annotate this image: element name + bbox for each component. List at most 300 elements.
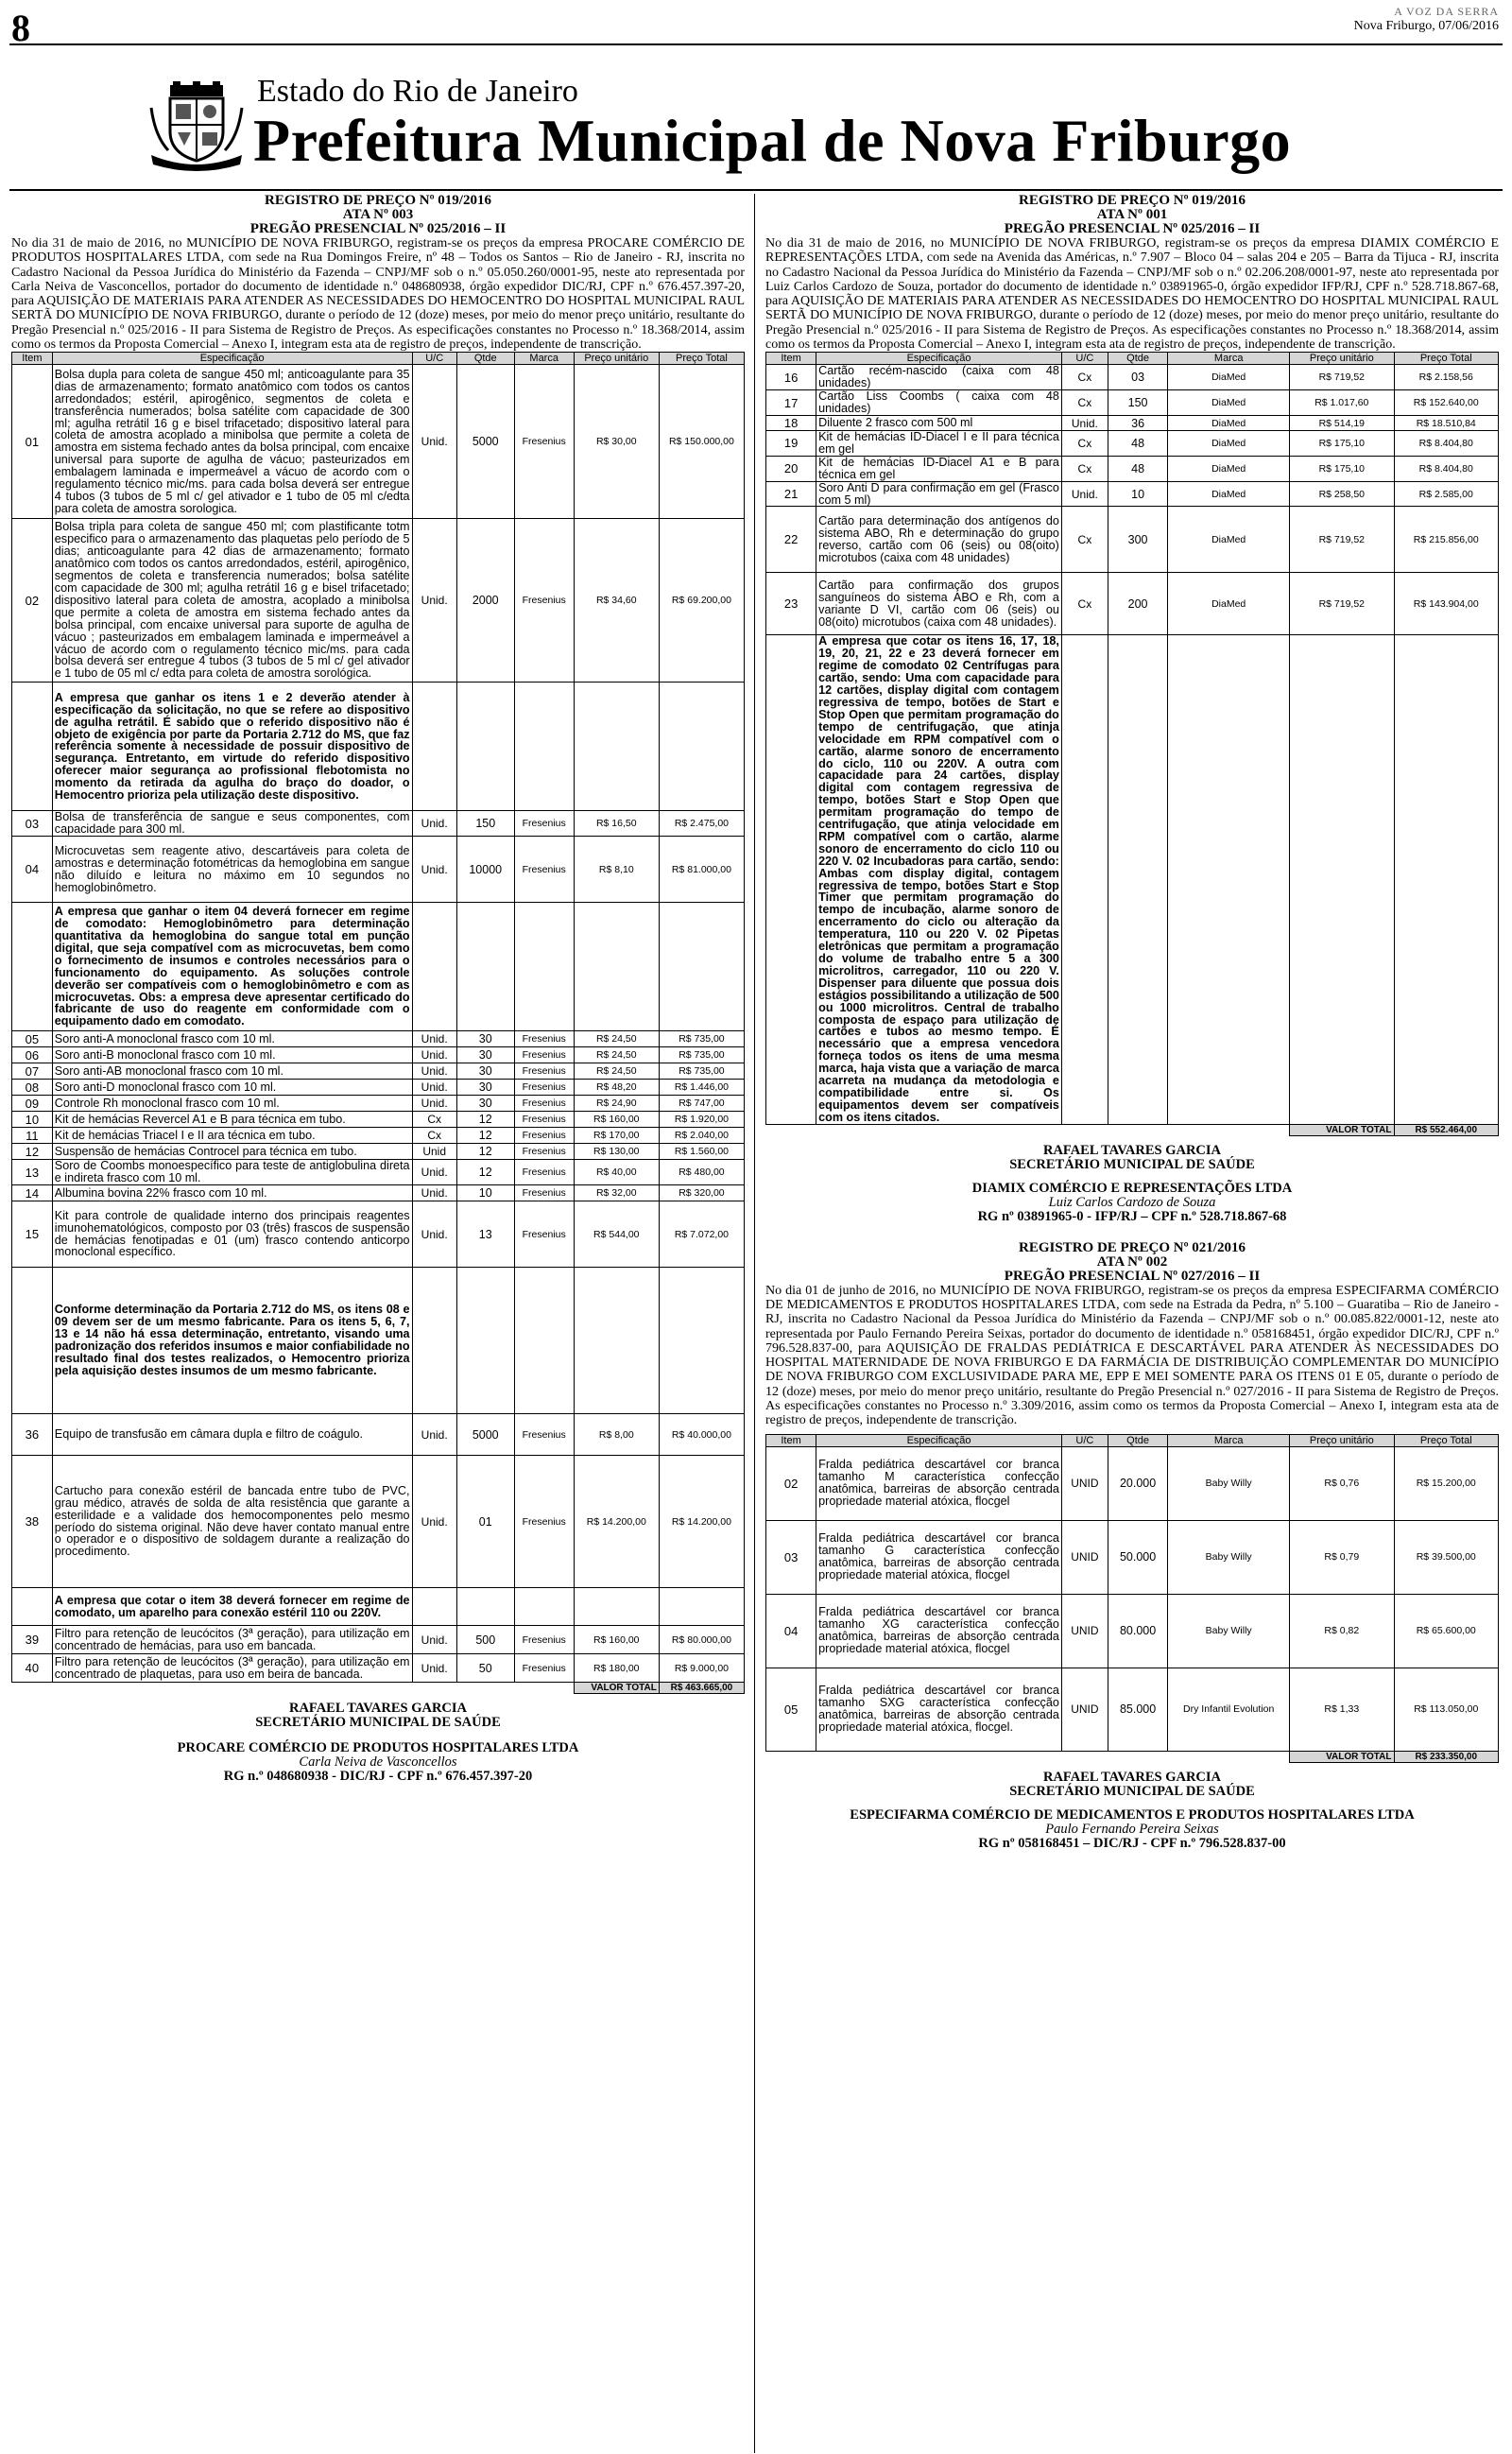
brand-cell: Baby Willy (1168, 1594, 1290, 1668)
representative: Paulo Fernando Pereira Seixas (1045, 1821, 1219, 1837)
total-price-cell: R$ 150.000,00 (659, 365, 744, 519)
signer-role: SECRETÁRIO MUNICIPAL DE SAÚDE (1009, 1783, 1255, 1799)
uc-cell: Unid. (412, 1414, 456, 1456)
unit-price-cell: R$ 514,19 (1290, 416, 1394, 431)
total-price-cell: R$ 15.200,00 (1394, 1446, 1498, 1520)
unit-price-cell (1290, 635, 1394, 1124)
item-cell: 19 (766, 431, 816, 457)
spec-cell: Filtro para retenção de leucócitos (3ª geração), para utilização em concentrado de plaquetas, para uso em beira de bancada. (52, 1654, 412, 1683)
total-price-cell: R$ 1.920,00 (659, 1112, 744, 1128)
unit-price-cell: R$ 130,00 (574, 1144, 659, 1160)
brand-cell: Baby Willy (1168, 1446, 1290, 1520)
price-table (765, 352, 1499, 1135)
brand-cell: Fresenius (514, 1144, 574, 1160)
qty-cell: 12 (456, 1112, 514, 1128)
brand-cell: Fresenius (514, 1626, 574, 1654)
col-unit-price: Preço unitário (574, 353, 659, 365)
representative: Carla Neiva de Vasconcellos (299, 1754, 457, 1770)
item-cell: 03 (766, 1520, 816, 1594)
price-table (11, 352, 745, 1694)
table-row (766, 416, 1499, 431)
uc-cell: Unid. (412, 1185, 456, 1201)
item-cell: 39 (12, 1626, 53, 1654)
brand-cell: DiaMed (1168, 573, 1290, 635)
spec-cell: Conforme determinação da Portaria 2.712 do MS, os itens 08 e 09 devem ser de um mesmo fabricante. Para os itens 5, 6, 7, 13 e 14 não há essa determinação, entretanto, visando uma padronização dos referidos insumos e maior confiabilidade no resultado final dos testes realizados, o Hemocentro prioriza pela aquisição destes insumos de um mesmo fabricante. (52, 1268, 412, 1414)
qty-cell: 30 (456, 1063, 514, 1080)
total-price-cell: R$ 18.510,84 (1394, 416, 1498, 431)
table-row (766, 1668, 1499, 1751)
item-cell (766, 635, 816, 1124)
qty-cell: 30 (456, 1031, 514, 1047)
col-uc: U/C (412, 353, 456, 365)
col-item: Item (766, 353, 816, 365)
brand-cell: Fresenius (514, 1063, 574, 1080)
signer-name: RAFAEL TAVARES GARCIA (288, 1701, 467, 1716)
uc-cell: Unid (412, 1144, 456, 1160)
qty-cell: 30 (456, 1080, 514, 1096)
spec-cell: Equipo de transfusão em câmara dupla e filtro de coágulo. (52, 1414, 412, 1456)
table-row (766, 390, 1499, 416)
total-price-cell: R$ 320,00 (659, 1185, 744, 1201)
item-cell: 05 (766, 1668, 816, 1751)
unit-price-cell: R$ 30,00 (574, 365, 659, 519)
total-price-cell: R$ 8.404,80 (1394, 431, 1498, 457)
table-row (766, 1520, 1499, 1594)
qty-cell: 150 (1108, 390, 1167, 416)
unit-price-cell (574, 683, 659, 811)
spec-cell: Kit de hemácias Triacel I e II ara técnica em tubo. (52, 1128, 412, 1144)
unit-price-cell: R$ 8,00 (574, 1414, 659, 1456)
note-row (766, 635, 1499, 1124)
table-row (12, 519, 745, 683)
col-brand: Marca (1168, 353, 1290, 365)
unit-price-cell: R$ 14.200,00 (574, 1456, 659, 1588)
qty-cell: 30 (456, 1047, 514, 1063)
item-cell: 16 (766, 365, 816, 390)
unit-price-cell: R$ 24,50 (574, 1031, 659, 1047)
total-price-cell: R$ 8.404,80 (1394, 456, 1498, 481)
table-header-row (766, 353, 1499, 365)
col-unit-price: Preço unitário (1290, 353, 1394, 365)
intro-paragraph-2: No dia 01 de junho de 2016, no MUNICÍPIO DE NOVA FRIBURGO, registram-se os preços da empresa ESPECIFARMA COMÉRCIO DE MEDICAMENTOS E PRODUTOS HOSPITALARES LTDA, com sede na Estrada da Pedra, nº 5.100 – Guaratiba – Rio de Janeiro - RJ, inscrita no Cadastro Nacional da Pessoa Jurídica do Ministério da Fazenda – CNPJ/MF sob o n.º 00.085.822/0001-12, neste ato representada por Paulo Fernando Pereira Seixas, portador do documento de identidade n.º 058168451, órgão expedidor DIC/RJ, CPF n.º 796.528.837-00, para AQUISIÇÃO DE FRALDAS PEDIÁTRICA E DESCARTÁVEL PARA ATENDER ÀS NECESSIDADES DO HOSPITAL MATERNIDADE DE NOVA FRIBURGO E DA FARMÁCIA DE DISTRIBUIÇÃO COMPLEMENTAR DO MUNICÍPIO DE NOVA FRIBURGO COM EXCLUSIVIDADE PARA ME, EPP E MEI SOMENTE PARA OS ITENS 01 E 05, durante o período de 12 (doze) meses, por meio do menor preço unitário, resultante do Pregão Presencial n.º 027/2016 - II para Sistema de Registro de Preços. As especificações constantes no Processo n.º 3.309/2016, assim como os termos da Proposta Comercial – Anexo I, integram esta ata de registro de preços, independente de transcrição. (765, 1283, 1499, 1428)
company-name: ESPECIFARMA COMÉRCIO DE MEDICAMENTOS E PRODUTOS HOSPITALARES LTDA (850, 1806, 1415, 1823)
page-number: 8 (11, 7, 30, 49)
total-price-cell: R$ 80.000,00 (659, 1626, 744, 1654)
total-row (12, 1683, 745, 1694)
table-row (766, 1594, 1499, 1668)
header-rule (9, 189, 1503, 191)
uc-cell: Unid. (412, 1080, 456, 1096)
uc-cell: Unid. (412, 1654, 456, 1683)
item-cell: 03 (12, 811, 53, 837)
total-price-cell: R$ 14.200,00 (659, 1456, 744, 1588)
brand-cell: DiaMed (1168, 365, 1290, 390)
unit-price-cell: R$ 0,79 (1290, 1520, 1394, 1594)
qty-cell: 36 (1108, 416, 1167, 431)
qty-cell: 10000 (456, 837, 514, 903)
col-spec: Especificação (816, 353, 1062, 365)
table-row (12, 365, 745, 519)
spec-cell: Albumina bovina 22% frasco com 10 ml. (52, 1185, 412, 1201)
item-cell: 05 (12, 1031, 53, 1047)
col-qty: Qtde (1108, 353, 1167, 365)
unit-price-cell: R$ 160,00 (574, 1626, 659, 1654)
uc-cell: Cx (1061, 431, 1108, 457)
table-row (12, 1031, 745, 1047)
uc-cell: UNID (1061, 1520, 1108, 1594)
table-row (766, 507, 1499, 573)
uc-cell: Unid. (412, 1096, 456, 1112)
spec-cell: Fralda pediátrica descartável cor branca tamanho SXG característica confecção anatômica, barreiras de absorção centrada propriedade material atóxica, flocgel. (816, 1668, 1062, 1751)
total-price-cell: R$ 113.050,00 (1394, 1668, 1498, 1751)
newspaper-name: A VOZ DA SERRA (1394, 5, 1499, 18)
uc-cell: UNID (1061, 1594, 1108, 1668)
table-row (766, 573, 1499, 635)
item-cell: 40 (12, 1654, 53, 1683)
total-price-cell (659, 683, 744, 811)
item-cell: 02 (766, 1446, 816, 1520)
brand-cell: Fresenius (514, 365, 574, 519)
brand-cell: DiaMed (1168, 481, 1290, 507)
spec-cell: A empresa que cotar os itens 16, 17, 18, 19, 20, 21, 22 e 23 deverá fornecer em regime de comodato 02 Centrífugas para cartão, sendo: Uma com capacidade para 12 cartões, display digital com contagem regressiva de tempo, botões de Start e Stop Open que permitam programação do tempo de centrifugação, que atinja velocidade em RPM compatível com o cartão, alarme sonoro de encerramento do ciclo, 110 ou 220V. A outra com capacidade para 24 cartões, display digital com contagem regressiva de tempo, botões Start e Stop Open que permitam programação do tempo de centrifugação, que atinja velocidade em RPM compatível com o cartão, alarme sonoro de encerramento do ciclo 110 ou 220 V. 02 Incubadoras para cartão, sendo: Ambas com display digital, contagem regressiva de tempo, botões Start e Stop Timer que permitam programação do tempo de incubação, alarme sonoro de encerramento do ciclo ou alteração da temperatura, 110 ou 220 V. 02 Pipetas eletrônicas que permitam a programação do volume de trabalho entre 5 a 300 microlitros, carregador, 110 ou 220 V. Dispenser para diluente que possua dois estágios possibilitando a utilização de 500 ou 1000 microlitros. Central de trabalho composta de espaço para utilização de cartões e tubos ao mesmo tempo. É necessário que a empresa vencedora forneça todos os itens de uma mesma marca, haja vista que a variação de marca acarreta na mudança da metodologia e compatibilidade entre si. Os equipamentos devem ser compatíveis com os itens citados. (816, 635, 1062, 1124)
total-price-cell (659, 1268, 744, 1414)
table-row (12, 1144, 745, 1160)
left-column (11, 194, 745, 1784)
total-price-cell: R$ 735,00 (659, 1047, 744, 1063)
note-row (12, 903, 745, 1031)
item-cell (12, 903, 53, 1031)
table-row (12, 1112, 745, 1128)
signer-name: RAFAEL TAVARES GARCIA (1042, 1142, 1221, 1158)
item-cell (12, 1588, 53, 1626)
uc-cell: Unid. (412, 837, 456, 903)
unit-price-cell: R$ 0,76 (1290, 1446, 1394, 1520)
right-column (765, 194, 1499, 1851)
item-cell: 11 (12, 1128, 53, 1144)
col-brand: Marca (514, 353, 574, 365)
table-header-row (12, 353, 745, 365)
qty-cell: 13 (456, 1201, 514, 1268)
uc-cell (412, 1588, 456, 1626)
table-row (766, 1446, 1499, 1520)
brand-cell: Fresenius (514, 1128, 574, 1144)
heading-registro: REGISTRO DE PREÇO Nº 019/2016 (1019, 193, 1246, 208)
item-cell: 17 (766, 390, 816, 416)
item-cell: 21 (766, 481, 816, 507)
spec-cell: Fralda pediátrica descartável cor branca tamanho G característica confecção anatômica, barreiras de absorção centrada propriedade material atóxica, flocgel (816, 1520, 1062, 1594)
qty-cell: 12 (456, 1128, 514, 1144)
spec-cell: Bolsa de transferência de sangue e seus componentes, com capacidade para 300 ml. (52, 811, 412, 837)
total-value: R$ 233.350,00 (1394, 1751, 1498, 1762)
brand-cell (514, 1588, 574, 1626)
col-item: Item (12, 353, 53, 365)
unit-price-cell: R$ 8,10 (574, 837, 659, 903)
table-row (12, 1080, 745, 1096)
coat-of-arms-logo (149, 79, 244, 174)
col-spec: Especificação (52, 353, 412, 365)
spec-cell: Bolsa dupla para coleta de sangue 450 ml; anticoagulante para 35 dias de armazenamento; formato anatômico com todos os cantos arredondados; estéril, apirogênico, segmentos de coleta e transferência numerados; bolsa satélite com capacidade de 300 ml; agulha retrátil 16 g e bisel trifacetado; dispositivo lateral para coleta de amostra acoplado a minibolsa que permite a coleta de amostra em sistema fechado antes da bolsa principal, com encaixe universal para suporte de agulha de vácuo; pasteurizados em embalagem laminada e impermeável a vácuo de acordo com o regulamento técnico mic/ms. para cada bolsa deverá ser entregue 4 tubos (3 tubos de 5 ml c/ gel ativador e 1 tubo de 05 ml c/edta para coleta de amostra sorologica. (52, 365, 412, 519)
total-label: VALOR TOTAL (1290, 1751, 1394, 1762)
spec-cell: A empresa que ganhar o item 04 deverá fornecer em regime de comodato: Hemoglobinômetro para determinação quantitativa da hemoglobina do sangue total em punção digital, que seja compatível com as microcuvetas, bem como o fornecimento de insumos e controles necessários para o funcionamento do equipamento. As soluções controle deverão ser compatíveis com o hemoglobinômetro e com as microcuvetas. Obs: a empresa deve apresentar certificado do fabricante de uso do reagente em conformidade com o equipamento dado em comodato. (52, 903, 412, 1031)
brand-cell: Fresenius (514, 519, 574, 683)
total-price-cell: R$ 735,00 (659, 1031, 744, 1047)
uc-cell (1061, 635, 1108, 1124)
qty-cell: 48 (1108, 456, 1167, 481)
item-cell: 12 (12, 1144, 53, 1160)
unit-price-cell (574, 903, 659, 1031)
brand-cell: DiaMed (1168, 390, 1290, 416)
heading-pregao: PREGÃO PRESENCIAL Nº 027/2016 – II (1004, 1268, 1261, 1284)
signature-block (11, 1702, 745, 1784)
brand-cell: Fresenius (514, 837, 574, 903)
qty-cell: 12 (456, 1144, 514, 1160)
qty-cell: 2000 (456, 519, 514, 683)
total-price-cell: R$ 69.200,00 (659, 519, 744, 683)
brand-cell: Baby Willy (1168, 1520, 1290, 1594)
signer-role: SECRETÁRIO MUNICIPAL DE SAÚDE (1009, 1156, 1255, 1172)
item-cell: 08 (12, 1080, 53, 1096)
header-title: Prefeitura Municipal de Nova Friburgo (253, 107, 1292, 174)
heading-pregao: PREGÃO PRESENCIAL Nº 025/2016 – II (249, 221, 507, 236)
uc-cell: Cx (1061, 365, 1108, 390)
total-price-cell: R$ 2.585,00 (1394, 481, 1498, 507)
heading-pregao: PREGÃO PRESENCIAL Nº 025/2016 – II (1004, 221, 1261, 236)
uc-cell (412, 1268, 456, 1414)
item-cell (12, 1268, 53, 1414)
total-price-cell (1394, 635, 1498, 1124)
brand-cell (1168, 635, 1290, 1124)
col-total-price: Preço Total (1394, 353, 1498, 365)
table-row (12, 837, 745, 903)
total-price-cell: R$ 2.475,00 (659, 811, 744, 837)
qty-cell (456, 903, 514, 1031)
signer-role: SECRETÁRIO MUNICIPAL DE SAÚDE (255, 1715, 501, 1730)
total-price-cell: R$ 480,00 (659, 1160, 744, 1185)
spec-cell: Cartão recém-nascido (caixa com 48 unidades) (816, 365, 1062, 390)
uc-cell: Cx (412, 1112, 456, 1128)
heading-registro: REGISTRO DE PREÇO Nº 021/2016 (1019, 1239, 1246, 1255)
signature-block (765, 1144, 1499, 1224)
spec-cell: Microcuvetas sem reagente ativo, descartáveis para coleta de amostras e determinação fotométricas da hemoglobina em sangue não diluído e leitura no máximo em 10 segundos no hemoglobinômetro. (52, 837, 412, 903)
unit-price-cell: R$ 719,52 (1290, 573, 1394, 635)
item-cell: 06 (12, 1047, 53, 1063)
total-row (766, 1751, 1499, 1762)
uc-cell: Unid. (1061, 416, 1108, 431)
representative-doc: RG nº 03891965-0 - IFP/RJ – CPF n.º 528.718.867-68 (977, 1208, 1287, 1224)
table-row (12, 1063, 745, 1080)
intro-paragraph: No dia 31 de maio de 2016, no MUNICÍPIO DE NOVA FRIBURGO, registram-se os preços da empresa DIAMIX COMÉRCIO E REPRESENTAÇÕES LTDA, com sede na Avenida das Américas, n.º 7.907 – Bloco 04 – salas 204 e 205 – Barra da Tijuca - RJ, inscrita no Cadastro Nacional da Pessoa Jurídica do Ministério da Fazenda – CNPJ/MF sob o n.º 02.206.208/0001-97, neste ato representada por Luiz Carlos Cardozo de Souza, portador do documento de identidade n.º 03891965-0, órgão expedidor IFP/RJ, CPF n.º 528.718.867-68, para AQUISIÇÃO DE MATERIAIS PARA ATENDER AS NECESSIDADES DO HEMOCENTRO DO HOSPITAL MUNICIPAL RAUL SERTÃ DO MUNICÍPIO DE NOVA FRIBURGO, durante o período de 12 (doze) meses, por meio do menor preço unitário, resultante do Pregão Presencial n.º 025/2016 - II para Sistema de Registro de Preços. As especificações constantes no Processo n.º 18.368/2014, assim como os termos da Proposta Comercial – Anexo I, integram esta ata de registro de preços, independente de transcrição. (765, 236, 1499, 353)
dateline: Nova Friburgo, 07/06/2016 (1353, 19, 1499, 33)
table-row (766, 431, 1499, 457)
signer-name: RAFAEL TAVARES GARCIA (1042, 1769, 1221, 1785)
unit-price-cell: R$ 719,52 (1290, 365, 1394, 390)
qty-cell: 30 (456, 1096, 514, 1112)
spec-cell: Suspensão de hemácias Controcel para técnica em tubo. (52, 1144, 412, 1160)
uc-cell: Unid. (412, 1456, 456, 1588)
brand-cell: Fresenius (514, 1414, 574, 1456)
col-uc: U/C (1061, 1434, 1108, 1446)
total-price-cell: R$ 152.640,00 (1394, 390, 1498, 416)
unit-price-cell: R$ 24,50 (574, 1047, 659, 1063)
brand-cell: DiaMed (1168, 507, 1290, 573)
spec-cell: Bolsa tripla para coleta de sangue 450 ml; com plastificante totm especifico para o armazenamento das plaquetas pelo período de 5 dias; anticoagulante para 42 dias de armazenamento; formato anatômico com todos os cantos arredondados, estéril, apirogênico, segmentos de coleta e transferencia numerados; bolsa satélite com capacidade de 300 ml; agulha retrátil 16 g e bisel trifacetado; dispositivo lateral para coleta de amostra, acoplado a minibolsa que permite a coleta de amostra em sistema fechado antes da bolsa principal, com encaixe universal para suporte de agulha de vácuo ; pasteurizados em embalagem laminada e impermeável a vácuo de acordo com o regulamento técnico mic/ms. para cada bolsa deverá ser entregue 4 tubos (3 tubos de 5 ml c/ gel ativador e 1 tubo de 05 ml c/ edta para coleta de amostra sorológica. (52, 519, 412, 683)
qty-cell: 150 (456, 811, 514, 837)
brand-cell: Fresenius (514, 1031, 574, 1047)
total-label: VALOR TOTAL (574, 1683, 659, 1694)
table-row (12, 1654, 745, 1683)
table-row (12, 1456, 745, 1588)
uc-cell: Unid. (412, 1201, 456, 1268)
item-cell: 18 (766, 416, 816, 431)
total-price-cell: R$ 39.500,00 (1394, 1520, 1498, 1594)
table-body (12, 365, 745, 1683)
spec-cell: Cartão para confirmação dos grupos sanguíneos do sistema ABO e Rh, com a variante D VI, cartão com 06 (seis) ou 08(oito) microtubos (caixa com 48 unidades). (816, 573, 1062, 635)
brand-cell: DiaMed (1168, 456, 1290, 481)
qty-cell: 500 (456, 1626, 514, 1654)
uc-cell: Cx (1061, 573, 1108, 635)
brand-cell: Fresenius (514, 1185, 574, 1201)
qty-cell (456, 1588, 514, 1626)
uc-cell (412, 683, 456, 811)
item-cell: 04 (766, 1594, 816, 1668)
unit-price-cell: R$ 180,00 (574, 1654, 659, 1683)
brand-cell: Fresenius (514, 1654, 574, 1683)
qty-cell: 85.000 (1108, 1668, 1167, 1751)
spec-cell: Soro Anti D para confirmação em gel (Frasco com 5 ml) (816, 481, 1062, 507)
total-price-cell: R$ 735,00 (659, 1063, 744, 1080)
total-price-cell: R$ 2.158,56 (1394, 365, 1498, 390)
item-cell: 10 (12, 1112, 53, 1128)
spec-cell: Soro anti-AB monoclonal frasco com 10 ml. (52, 1063, 412, 1080)
spec-cell: Kit para controle de qualidade interno dos principais reagentes imunohematológicos, composto por 03 (três) frascos de suspensão de hemácias fenotipadas e 01 (um) frasco contendo anticorpo monoclonal específico. (52, 1201, 412, 1268)
brand-cell (514, 903, 574, 1031)
uc-cell: Cx (1061, 456, 1108, 481)
total-price-cell: R$ 7.072,00 (659, 1201, 744, 1268)
heading-ata: ATA Nº 002 (1096, 1253, 1168, 1270)
unit-price-cell: R$ 175,10 (1290, 431, 1394, 457)
qty-cell (456, 1268, 514, 1414)
total-price-cell: R$ 2.040,00 (659, 1128, 744, 1144)
unit-price-cell: R$ 16,50 (574, 811, 659, 837)
col-brand: Marca (1168, 1434, 1290, 1446)
total-price-cell: R$ 143.904,00 (1394, 573, 1498, 635)
table-row (12, 1096, 745, 1112)
section-heading (765, 194, 1499, 236)
uc-cell: Cx (412, 1128, 456, 1144)
col-total-price: Preço Total (659, 353, 744, 365)
uc-cell (412, 903, 456, 1031)
table-row (12, 1185, 745, 1201)
qty-cell: 20.000 (1108, 1446, 1167, 1520)
spec-cell: Cartão Liss Coombs ( caixa com 48 unidades) (816, 390, 1062, 416)
brand-cell (514, 1268, 574, 1414)
brand-cell: Fresenius (514, 1096, 574, 1112)
heading-ata: ATA Nº 003 (342, 207, 414, 222)
total-price-cell (659, 1588, 744, 1626)
company-name: DIAMIX COMÉRCIO E REPRESENTAÇÕES LTDA (971, 1180, 1293, 1196)
representative-doc: RG nº 058168451 – DIC/RJ - CPF n.º 796.528.837-00 (978, 1835, 1286, 1851)
total-price-cell: R$ 1.446,00 (659, 1080, 744, 1096)
table-body (766, 365, 1499, 1124)
col-qty: Qtde (456, 353, 514, 365)
note-row (12, 683, 745, 811)
uc-cell: Unid. (412, 1160, 456, 1185)
total-price-cell: R$ 215.856,00 (1394, 507, 1498, 573)
spec-cell: Cartão para determinação dos antígenos do sistema ABO, Rh e determinação do grupo reverso, cartão com 06 (seis) ou 08(oito) microtubos (caixa com 48 unidades) (816, 507, 1062, 573)
qty-cell: 03 (1108, 365, 1167, 390)
spec-cell: Kit de hemácias Revercel A1 e B para técnica em tubo. (52, 1112, 412, 1128)
header-state: Estado do Rio de Janeiro (257, 74, 578, 109)
brand-cell: Fresenius (514, 1112, 574, 1128)
spec-cell: Filtro para retenção de leucócitos (3ª geração), para utilização em concentrado de hemácias, para uso em bancada. (52, 1626, 412, 1654)
uc-cell: UNID (1061, 1446, 1108, 1520)
brand-cell: Fresenius (514, 811, 574, 837)
price-table-2 (765, 1434, 1499, 1763)
total-label: VALOR TOTAL (1290, 1124, 1394, 1135)
qty-cell (456, 683, 514, 811)
total-price-cell: R$ 81.000,00 (659, 837, 744, 903)
unit-price-cell (574, 1268, 659, 1414)
qty-cell: 5000 (456, 1414, 514, 1456)
uc-cell: Unid. (412, 1047, 456, 1063)
uc-cell: Unid. (412, 1031, 456, 1047)
unit-price-cell: R$ 1,33 (1290, 1668, 1394, 1751)
spec-cell: Fralda pediátrica descartável cor branca tamanho XG característica confecção anatômica, barreiras de absorção centrada propriedade material atóxica, flocgel (816, 1594, 1062, 1668)
spec-cell: Diluente 2 frasco com 500 ml (816, 416, 1062, 431)
qty-cell: 50 (456, 1654, 514, 1683)
spec-cell: Kit de hemácias ID-Diacel I e II para técnica em gel (816, 431, 1062, 457)
brand-cell: DiaMed (1168, 416, 1290, 431)
item-cell: 04 (12, 837, 53, 903)
col-item: Item (766, 1434, 816, 1446)
total-price-cell (659, 903, 744, 1031)
item-cell: 07 (12, 1063, 53, 1080)
unit-price-cell: R$ 1.017,60 (1290, 390, 1394, 416)
qty-cell: 10 (1108, 481, 1167, 507)
spec-cell: A empresa que ganhar os itens 1 e 2 deverão atender à especificação da solicitação, no que se refere ao dispositivo de agulha retrátil. É sabido que o referido dispositivo não é objeto de exigência por parte da Portaria 2.712 do MS, que faz referência somente à necessidade de possuir dispositivo de segurança. Entretanto, em virtude do referido dispositivo oferecer maior segurança ao profissional flebotomista no momento da retirada da agulha do braço do doador, o Hemocentro prioriza pela utilização deste dispositivo. (52, 683, 412, 811)
unit-price-cell: R$ 48,20 (574, 1080, 659, 1096)
qty-cell: 5000 (456, 365, 514, 519)
unit-price-cell: R$ 0,82 (1290, 1594, 1394, 1668)
top-rule (9, 43, 1503, 45)
total-price-cell: R$ 9.000,00 (659, 1654, 744, 1683)
unit-price-cell: R$ 160,00 (574, 1112, 659, 1128)
item-cell: 23 (766, 573, 816, 635)
table-row (12, 1201, 745, 1268)
col-uc: U/C (1061, 353, 1108, 365)
table-header-row (766, 1434, 1499, 1446)
item-cell: 01 (12, 365, 53, 519)
brand-cell: DiaMed (1168, 431, 1290, 457)
brand-cell (514, 683, 574, 811)
col-total-price: Preço Total (1394, 1434, 1498, 1446)
spec-cell: Kit de hemácias ID-Diacel A1 e B para técnica em gel (816, 456, 1062, 481)
total-price-cell: R$ 1.560,00 (659, 1144, 744, 1160)
qty-cell: 80.000 (1108, 1594, 1167, 1668)
total-value: R$ 552.464,00 (1394, 1124, 1498, 1135)
uc-cell: Unid. (1061, 481, 1108, 507)
uc-cell: Unid. (412, 519, 456, 683)
unit-price-cell: R$ 258,50 (1290, 481, 1394, 507)
brand-cell: Dry Infantil Evolution (1168, 1668, 1290, 1751)
company-name: PROCARE COMÉRCIO DE PRODUTOS HOSPITALARES LTDA (177, 1740, 579, 1755)
item-cell: 22 (766, 507, 816, 573)
table-row (12, 811, 745, 837)
column-divider (754, 194, 755, 2453)
intro-paragraph: No dia 31 de maio de 2016, no MUNICÍPIO DE NOVA FRIBURGO, registram-se os preços da empresa PROCARE COMÉRCIO DE PRODUTOS HOSPITALARES LTDA, com sede na Rua Domingos Freire, nº 48 – Todos os Santos – Rio de Janeiro - RJ, inscrita no Cadastro Nacional da Pessoa Jurídica do Ministério da Fazenda – CNPJ/MF sob o n.º 05.050.260/0001-95, neste ato representada por Carla Neiva de Vasconcellos, portador do documento de identidade n.º 048680938, órgão expedidor DIC/RJ, CPF n.º 676.457.397-20, para AQUISIÇÃO DE MATERIAIS PARA ATENDER AS NECESSIDADES DO HEMOCENTRO DO HOSPITAL MUNICIPAL RAUL SERTÃ DO MUNICÍPIO DE NOVA FRIBURGO, durante o período de 12 (doze) meses, por meio do menor preço unitário, resultante do Pregão Presencial n.º 025/2016 - II para Sistema de Registro de Preços. As especificações constantes no Processo n.º 18.368/2014, assim como os termos da Proposta Comercial – Anexo I, integram esta ata de registro de preços, independente de transcrição. (11, 236, 745, 353)
masthead (1354, 4, 1499, 34)
heading-ata: ATA Nº 001 (1096, 207, 1168, 222)
